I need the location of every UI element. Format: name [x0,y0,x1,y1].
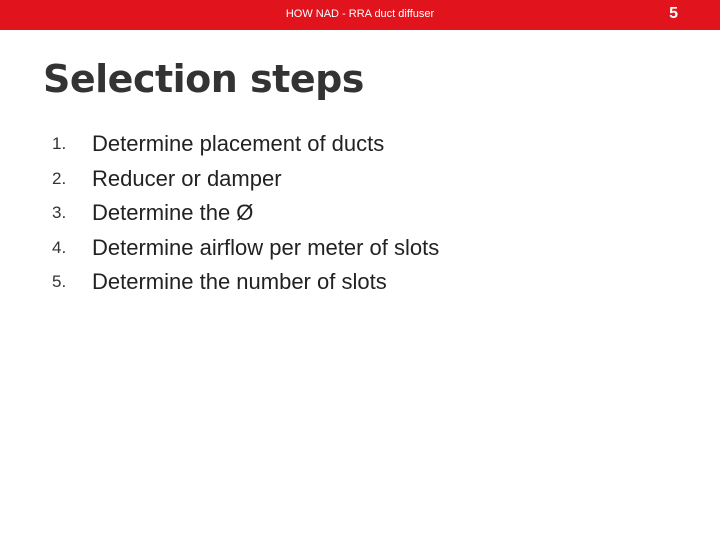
header-bar [0,0,720,30]
step-item-2 [0,163,720,198]
step-item-1 [0,128,720,163]
step-text: Reducer or damper [92,165,282,191]
presentation-title: HOW NAD - RRA duct diffuser [285,8,435,20]
step-item-5 [0,266,720,301]
step-number: 2. [52,168,67,188]
step-number: 5. [52,272,67,291]
step-text: Determine the number of slots [92,269,387,294]
step-number: 4. [52,237,67,257]
steps-list [0,128,720,301]
step-item-3 [0,197,720,232]
step-item-4 [0,232,720,267]
page-number: 5 [669,5,678,22]
slide-title: Selection steps [43,57,364,101]
step-text: Determine placement of ducts [92,131,385,156]
step-text: Determine the Ø [92,200,254,225]
step-text: Determine airflow per meter of slots [92,234,440,260]
step-number: 3. [52,203,67,222]
step-number: 1. [52,134,67,153]
